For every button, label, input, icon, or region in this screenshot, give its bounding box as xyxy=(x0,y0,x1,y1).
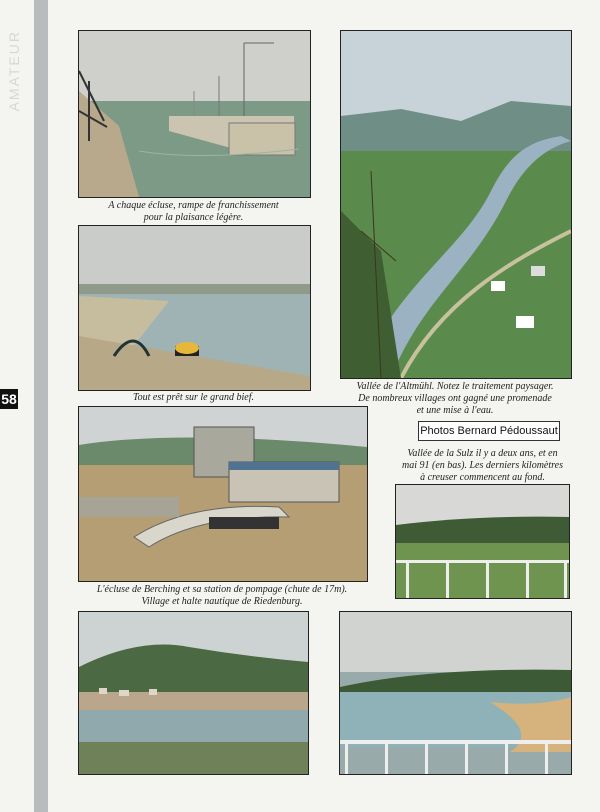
photo-sulz-valley-bridge xyxy=(395,484,570,599)
caption-big-reach: Tout est prêt sur le grand bief. xyxy=(132,392,255,403)
caption-altmuhl: Vallée de l'Altmühl. Notez le traitement paysager. De nombreux villages ont gagné une promenade et une mise à l'eau. xyxy=(356,381,554,416)
photo-big-reach xyxy=(78,225,311,391)
side-watermark: AMATEUR xyxy=(6,30,22,112)
photo-berching-lock xyxy=(78,406,368,582)
caption-berching: L'écluse de Berching et sa station de pompage (chute de 17m). Village et halte nautique de Riedenburg. xyxy=(96,584,348,607)
page-number: 58 xyxy=(1,391,17,407)
photo-riedenburg xyxy=(78,611,309,775)
photo-altmuhl-valley xyxy=(340,30,572,379)
photo-sulz-valley-canal xyxy=(339,611,572,775)
photo-lock-ramp xyxy=(78,30,311,198)
caption-lock-ramp: A chaque écluse, rampe de franchissement pour la plaisance légère. xyxy=(108,200,279,223)
caption-sulz: Vallée de la Sulz il y a deux ans, et en mai 91 (en bas). Les derniers kilomètres à creuser commencent au fond. xyxy=(402,448,563,483)
page-gutter-band xyxy=(34,0,48,812)
photo-credit: Photos Bernard Pédoussaut xyxy=(418,421,560,441)
